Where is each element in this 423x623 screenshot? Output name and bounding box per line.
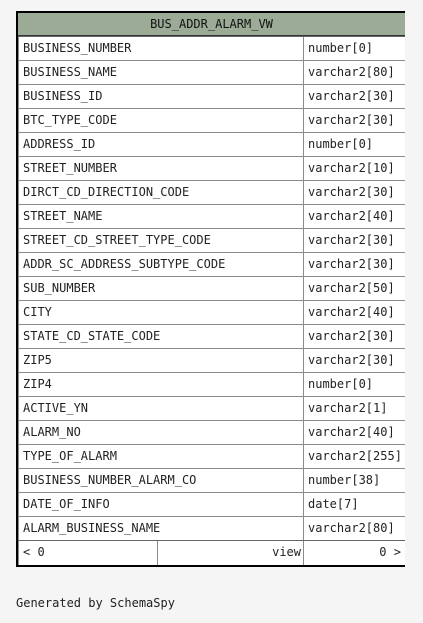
column-type: number[0] (308, 137, 374, 151)
column-name: CITY (18, 301, 304, 324)
column-name: STREET_NUMBER (18, 157, 304, 180)
column-type: varchar2[50] (308, 281, 395, 295)
children-cell[interactable] (304, 541, 405, 565)
parents-count: 0 (37, 545, 45, 559)
column-name: ADDR_SC_ADDRESS_SUBTYPE_CODE (18, 253, 304, 276)
column-name: DIRCT_CD_DIRECTION_CODE (18, 181, 304, 204)
column-name: ADDRESS_ID (18, 133, 304, 156)
column-name: STREET_NAME (18, 205, 304, 228)
column-type: varchar2[30] (308, 89, 395, 103)
column-type: varchar2[1] (308, 401, 388, 415)
column-type: varchar2[80] (308, 65, 395, 79)
column-name: ALARM_BUSINESS_NAME (18, 517, 304, 540)
column-type: varchar2[30] (308, 329, 395, 343)
column-type: varchar2[30] (308, 113, 395, 127)
column-name: BUSINESS_ID (18, 85, 304, 108)
table-row[interactable] (18, 444, 405, 468)
table-row[interactable] (18, 156, 405, 180)
table-row[interactable] (18, 396, 405, 420)
parents-cell[interactable] (18, 541, 158, 565)
chevron-right-icon: > (393, 545, 401, 559)
column-type: date[7] (308, 497, 359, 511)
column-name: ACTIVE_YN (18, 397, 304, 420)
column-type: varchar2[10] (308, 161, 395, 175)
column-name: ALARM_NO (18, 421, 304, 444)
column-name: BUSINESS_NUMBER (18, 37, 304, 60)
table-row[interactable] (18, 348, 405, 372)
table-row[interactable] (18, 180, 405, 204)
table-row[interactable] (18, 132, 405, 156)
table-row[interactable] (18, 84, 405, 108)
column-type: varchar2[40] (308, 209, 395, 223)
column-name: ZIP5 (18, 349, 304, 372)
column-type: varchar2[255] (308, 449, 402, 463)
column-type: varchar2[40] (308, 425, 395, 439)
column-name: STATE_CD_STATE_CODE (18, 325, 304, 348)
column-name: BUSINESS_NUMBER_ALARM_CO (18, 469, 304, 492)
table-footer (18, 540, 405, 565)
table-kind: view (158, 541, 304, 565)
column-name: STREET_CD_STREET_TYPE_CODE (18, 229, 304, 252)
table-row[interactable] (18, 492, 405, 516)
column-type: varchar2[30] (308, 257, 395, 271)
column-type: number[38] (308, 473, 381, 487)
column-type: varchar2[40] (308, 305, 395, 319)
table-row[interactable] (18, 36, 405, 60)
column-name: SUB_NUMBER (18, 277, 304, 300)
column-name: TYPE_OF_ALARM (18, 445, 304, 468)
table-row[interactable] (18, 300, 405, 324)
table-title[interactable]: BUS_ADDR_ALARM_VW (18, 13, 405, 36)
column-type: number[0] (308, 377, 374, 391)
table-row[interactable] (18, 276, 405, 300)
column-type: number[0] (308, 41, 374, 55)
column-name: BUSINESS_NAME (18, 61, 304, 84)
column-name: DATE_OF_INFO (18, 493, 304, 516)
entity-frame (18, 13, 405, 565)
column-type: varchar2[30] (308, 353, 395, 367)
table-row[interactable] (18, 468, 405, 492)
table-row[interactable] (18, 420, 405, 444)
generated-by-label: Generated by SchemaSpy (16, 596, 175, 610)
table-row[interactable] (18, 204, 405, 228)
table-row[interactable] (18, 372, 405, 396)
column-name: ZIP4 (18, 373, 304, 396)
column-name: BTC_TYPE_CODE (18, 109, 304, 132)
table-row[interactable] (18, 324, 405, 348)
column-type: varchar2[80] (308, 521, 395, 535)
table-row[interactable] (18, 252, 405, 276)
table-row[interactable] (18, 108, 405, 132)
table-row[interactable] (18, 228, 405, 252)
table-row[interactable] (18, 516, 405, 540)
table-row[interactable] (18, 60, 405, 84)
chevron-left-icon: < (23, 545, 31, 559)
entity-box (16, 11, 405, 567)
column-type: varchar2[30] (308, 185, 395, 199)
children-count: 0 (379, 545, 387, 559)
column-type: varchar2[30] (308, 233, 395, 247)
column-list (18, 36, 405, 540)
